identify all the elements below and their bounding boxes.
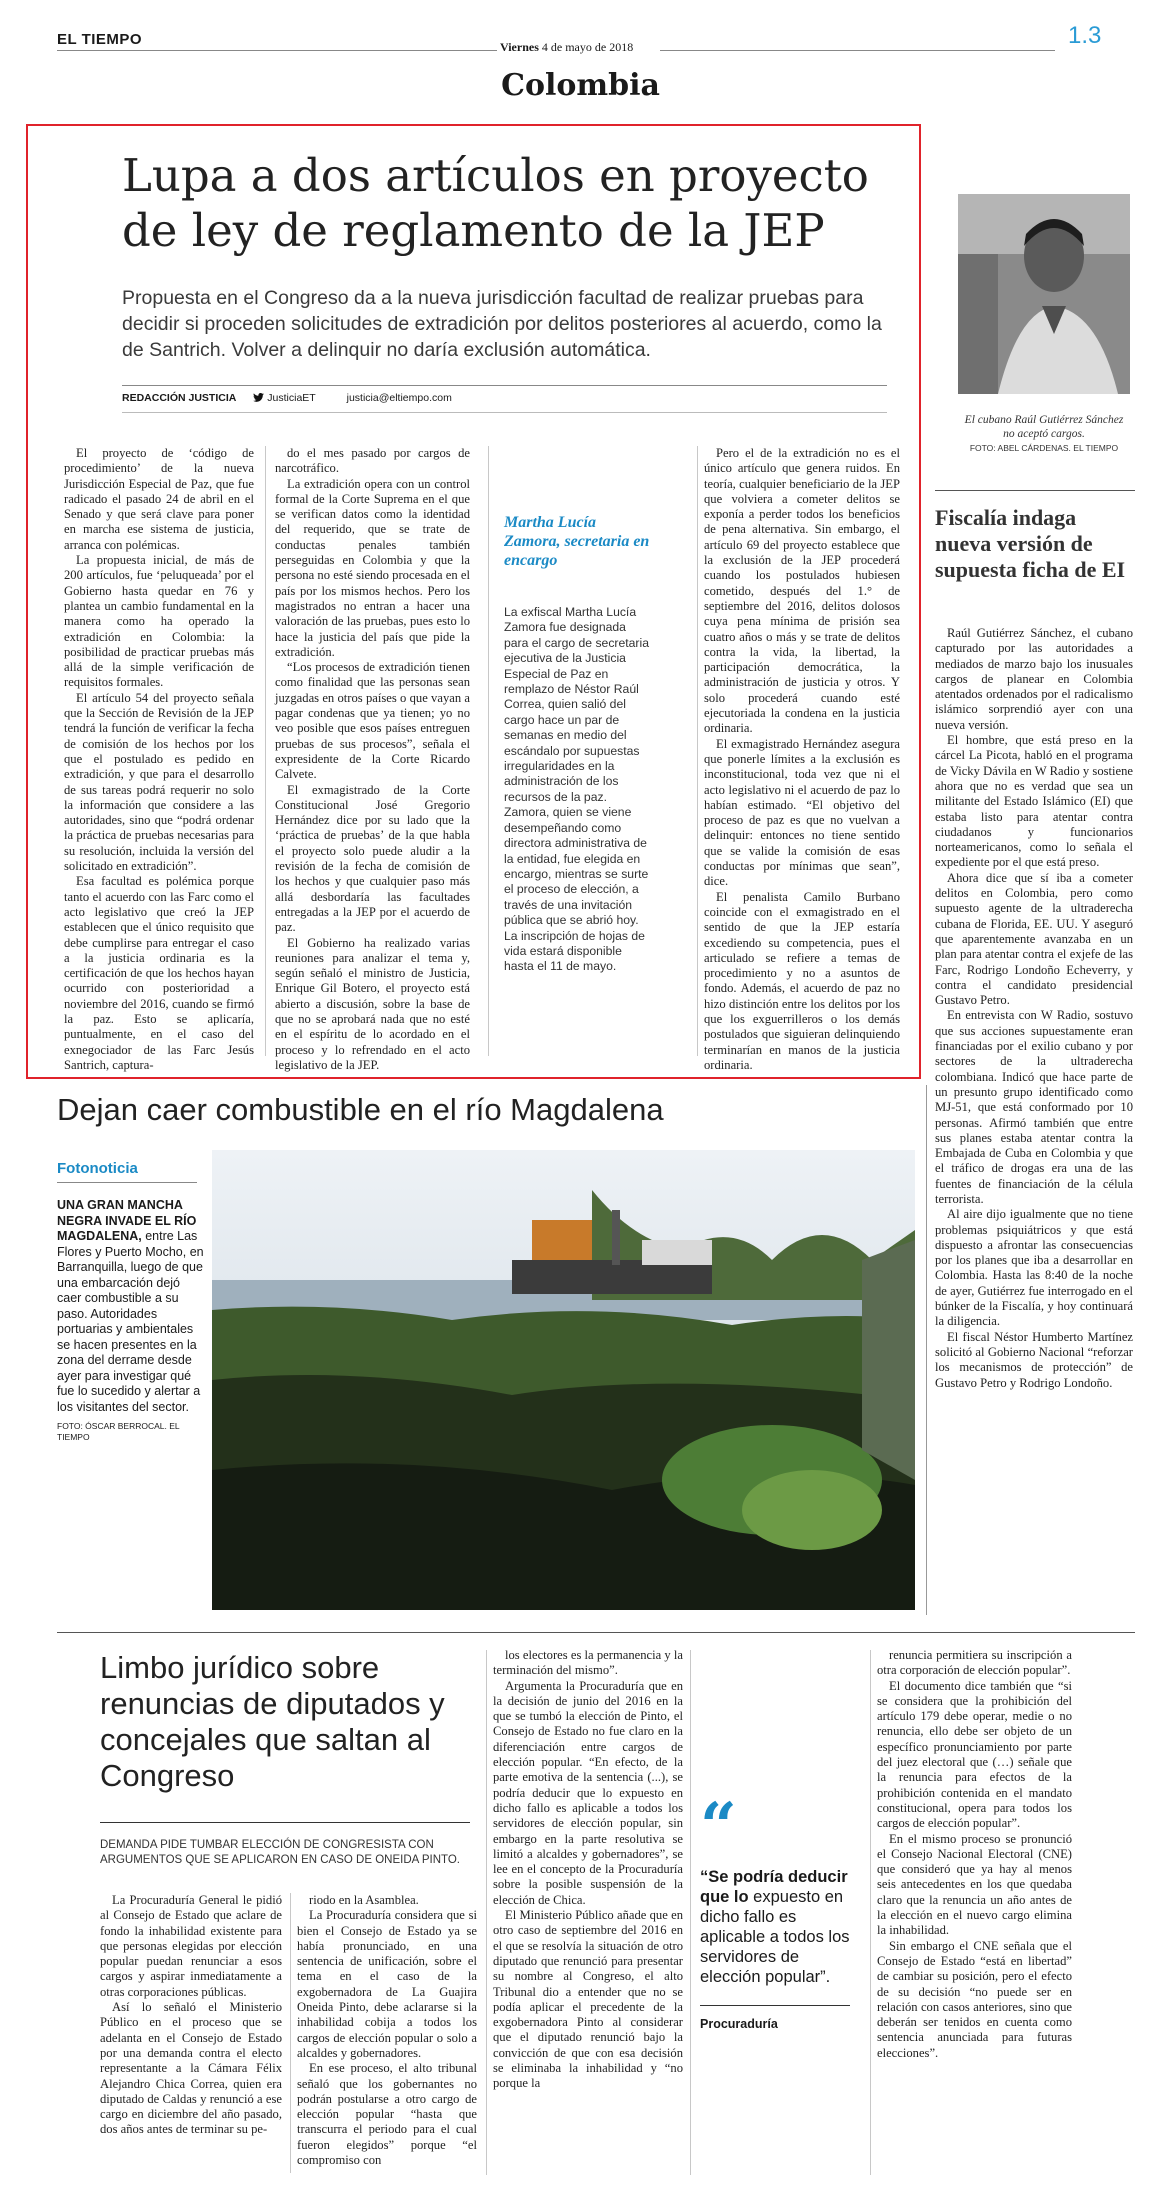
paragraph: El hombre, que está preso en la cárcel La Picota, habló en el programa de Vicky Dávila en W Radio y sostiene ahora que no es verdad que sea un militante del Estado Islámico (EI) que estaba listo para atentar contra ciudadanos y funcionarios norteamericanos, como lo señala el expediente por el que está preso. — [935, 733, 1133, 870]
caption-text: El cubano Raúl Gutiérrez Sánchez no aceptó cargos. — [964, 414, 1124, 440]
main-col-1 — [64, 446, 254, 1073]
paragraph: Ahora dice que sí iba a cometer delitos en Colombia, pero como supuesto agente de la ultraderecha cubana de Florida, EE. UU. Y aseguró que aparentemente avanzaba en un plan para atentar contra el exjefe de las Farc, Rodrigo Londoño Echeverry, y contra el candidato presidencial Gustavo Petro. — [935, 870, 1133, 1008]
col-divider — [697, 446, 698, 1056]
quote-rule — [700, 2005, 850, 2006]
paragraph: El artículo 54 del proyecto señala que la Sección de Revisión de la JEP tendrá la función de verificar la fecha de comisión de los hechos por los que el postulado es pedido en extradición, y que para el desarrollo de sus tareas podrá requerir no solo la información que considere a las autoridades, sino que “podrá ordenar la práctica de pruebas necesarias para su resolución, incluida la versión del solicitado en extradición”. — [64, 690, 254, 874]
fotonoticia-label: Fotonoticia — [57, 1160, 138, 1177]
photo-story-headline: Dejan caer combustible en el río Magdalena — [57, 1092, 664, 1127]
section-rule — [57, 1632, 1135, 1633]
paragraph: El documento dice también que “si se considera que la prohibición del artículo 179 debe operar, medie o no renuncia, ello debe ser objeto de un específico pronunciamiento por parte del juez electoral que (…) señale que la renuncia para efectos de la prohibición contenida en el mandato constitucional, opera para todos los cargos de elección popular”. — [877, 1678, 1072, 1831]
paragraph: Sin embargo el CNE señala que el Consejo de Estado “está en libertad” de cambiar su posición, pero el efecto de su decisión “no puede ser en relación con casos anteriores, sino que deberán ser tenidos en cuenta como sentencia anunciada para futuras elecciones”. — [877, 1938, 1072, 2060]
paragraph: La Procuraduría General le pidió al Consejo de Estado que aclare de fondo la inhabilidad existente para que personas elegidas por elección popular puedan renunciar a esos cargos y aspirar inmediatamente a otras corporaciones públicas. — [100, 1893, 282, 1999]
col-divider — [870, 1650, 871, 2175]
paragraph: En ese proceso, el alto tribunal señaló que los gobernantes no podrán postularse a otro cargo de elección popular “hasta que transcurra el periodo para el cual fueron elegidos” porque “el compromiso con — [297, 2061, 477, 2168]
header-rule-right — [660, 50, 1055, 51]
issue-date — [500, 40, 633, 55]
pull-quote-source: Procuraduría — [700, 2017, 778, 2031]
paragraph: do el mes pasado por cargos de narcotráfico. — [275, 446, 470, 476]
twitter-icon — [253, 393, 264, 402]
photo-story-caption — [57, 1198, 205, 1443]
side-headline: Fiscalía indaga nueva versión de supuesta ficha de EI — [935, 505, 1126, 582]
suspect-photo — [958, 194, 1130, 394]
caption-lead: UNA GRAN MANCHA NEGRA INVADE EL RÍO MAGDALENA, — [57, 1198, 197, 1243]
newspaper-brand: EL TIEMPO — [57, 31, 143, 48]
paragraph: El exmagistrado Hernández asegura que ponerle límites a la exclusión es inconstitucional, toda vez que ni el acto legislativo ni el acuerdo de paz lo habían estimado. “El objetivo del proceso de paz es que no vuelvan a delinquir: entonces no tiene sentido que se valide la comisión de esas conductas por mínimas que sean”, dice. — [704, 736, 900, 889]
photo-caption — [960, 413, 1128, 455]
paragraph: El fiscal Néstor Humberto Martínez solicitó al Gobierno Nacional “reforzar los mecanismos de protección” de Gustavo Petro y Rodrigo Londoño. — [935, 1329, 1133, 1390]
main-col-2 — [275, 446, 470, 1073]
main-headline: Lupa a dos artículos en proyecto de ley de reglamento de la JEP — [122, 149, 869, 257]
box-title: Martha Lucía Zamora, secretaria en encargo — [504, 514, 650, 569]
pull-quote-rest: expuesto en dicho fallo es aplicable a todos los servidores de elección popular”. — [700, 1888, 850, 1986]
photo-credit: FOTO: ÓSCAR BERROCAL. EL TIEMPO — [57, 1421, 180, 1442]
bottom-col-5 — [877, 1648, 1072, 2061]
paragraph: Esa facultad es polémica porque tanto el acuerdo con las Farc como el acto legislativo que creó la JEP establecen que el único requisito que debe cumplirse para entregar el caso a la justicia ordinaria es la certificación de que los hechos hayan ocurrido con posterioridad a noviembre del 2016, cuando se firmó la paz. Esto se aplicaría, puntualmente, en el caso del exnegociador de las Farc Jesús Santrich, captura- — [64, 874, 254, 1072]
col-divider — [690, 1650, 691, 2175]
bottom-col-1 — [100, 1893, 282, 2138]
paragraph: “Los procesos de extradición tienen como finalidad que las personas sean juzgadas en otros países o que vayan a pagar condenas que ya tienen; yo no veo posible que esos países entreguen pruebas de sus procesos”, señala el expresidente de la Corte Ricardo Calvete. — [275, 660, 470, 782]
deck-rule — [122, 385, 887, 386]
paragraph: Así lo señaló el Ministerio Público en el proceso que se adelanta en el Consejo de Estado por una demanda contra el electo representante a la Cámara Félix Alejandro Chica Correa, quien era diputado de Caldas y renunció a ese cargo en diciembre del año pasado, dos años antes de terminar su pe- — [100, 2000, 282, 2137]
main-deck: Propuesta en el Congreso da a la nueva jurisdicción facultad de realizar pruebas para decidir si proceden solicitudes de extradición por delitos posteriores al acuerdo, como la de Santrich. Volver a delinquir no daría exclusión automática. — [122, 287, 882, 361]
bottom-col-2 — [297, 1893, 477, 2168]
paragraph: Pero el de la extradición no es el único artículo que genera ruidos. En teoría, cualquier beneficiario de la JEP que volviera a cometer delitos se exponía a perder todos los beneficios de pena alternativa. Sin embargo, el artículo 69 del proyecto establece que la exclusión de la JEP procederá cuando los postulados hubiesen cometido, después del 1.° de septiembre del 2016, delitos dolosos cuya pena mínima de prisión sea cuatro años o más y se trate de delitos contra la vida, la libertad, la participación democrática, la administración de justicia y otros. Y solo procederá cuando esté ejecutoriada la condena en la justicia ordinaria. — [704, 446, 900, 736]
twitter-handle-text: JusticiaET — [267, 392, 316, 404]
col-divider — [265, 446, 266, 1056]
date-rest: 4 de mayo de 2018 — [538, 40, 634, 54]
pull-quote-lead: “Se podría deducir que lo — [700, 1868, 848, 1906]
paragraph: renuncia permitiera su inscripción a otra corporación de elección popular”. — [877, 1648, 1072, 1678]
col-divider — [488, 446, 489, 1056]
email-link[interactable]: justicia@eltiempo.com — [346, 392, 452, 404]
col-divider — [290, 1893, 291, 2173]
paragraph: La exfiscal Martha Lucía Zamora fue designada para el cargo de secretaria ejecutiva de la Justicia Especial de Paz en remplazo de Néstor Raúl Correa, quien salió del cargo hace un par de semanas en medio del escándalo por supuestas irregularidades en la administración de los recursos de la paz. — [504, 605, 649, 804]
side-body — [935, 626, 1133, 1391]
deck-rule — [100, 1822, 470, 1823]
paragraph: El exmagistrado de la Corte Constitucional José Gregorio Hernández dice por su lado que la ‘práctica de pruebas’ de la que habla el proyecto solo puede aludir a la revisión de la fecha de comisión de los hechos y que cualquier paso más allá desbordaría las facultades entregadas a la JEP por el acuerdo de paz. — [275, 782, 470, 935]
bottom-deck: DEMANDA PIDE TUMBAR ELECCIÓN DE CONGRESISTA CON ARGUMENTOS QUE SE APLICARON EN CASO DE ONEIDA PINTO. — [100, 1839, 460, 1866]
byline: REDACCIÓN JUSTICIA — [122, 392, 237, 404]
paragraph: riodo en la Asamblea. — [309, 1893, 419, 1907]
caption-text: entre Las Flores y Puerto Mocho, en Barranquilla, luego de que una embarcación dejó caer combustible a su paso. Autoridades portuarias y ambientales se hacen presentes en la zona del derrame desde ayer para investigar qué fue lo sucedido y alertar a los visitantes del sector. — [57, 1229, 204, 1414]
paragraph: El penalista Camilo Burbano coincide con el exmagistrado en el sentido de que la JEP estaría excediendo su competencia, pues el articulado se refiere a temas de procedimiento y no a asuntos de fondo. Además, el acuerdo de paz no hizo distinción entre los delitos por los que los exguerrilleros o los demás postulados que siguieran delinquiendo terminarían en manos de la justicia ordinaria. — [704, 889, 900, 1072]
paragraph: La inscripción de hojas de vida estará disponible hasta el 11 de mayo. — [504, 928, 645, 974]
main-col-4 — [704, 446, 900, 1073]
paragraph: El Ministerio Público añade que en otro caso de septiembre del 2016 en el que se resolvía la situación de otro diputado que renunció para presentar su nombre al Congreso, el alto Tribunal dio a entender que no se podía aplicar el precedente de la exgobernadora Pinto al considerar que el diputado renunció bajo la convicción de que con esa decisión se eliminaba la inhabilidad y “no porque la — [493, 1908, 683, 2091]
paragraph: Argumenta la Procuraduría que en la decisión de junio del 2016 en la que se tumbó la elección de Pinto, el Consejo de Estado no fue claro en la diferenciación entre cargos de elección popular. “En efecto, de la parte emotiva de la sentencia (...), se podría deducir que lo expuesto en dicho fallo es aplicable a todos los servidores de elección popular, sin embargo en la parte resolutiva se limitó a alcaldes y gobernadores”, se lee en el concepto de la Procuraduría sobre la posible suspensión de la elección de Chica. — [493, 1678, 683, 1907]
paragraph: El Gobierno ha realizado varias reuniones para analizar el tema y, según señaló el ministro de Justicia, Enrique Gil Botero, el proyecto está abierto a discusión, sobre la base de que no se aprobará nada que no esté en el espíritu de lo acordado en el proceso y lo refrendado en el acto legislativo de la JEP. — [275, 935, 470, 1072]
col-divider — [486, 1650, 487, 2175]
paragraph: La propuesta inicial, de más de 200 artículos, fue ‘peluqueada’ por el Gobierno hasta quedar en 76 y plantea un cambio fundamental en la manera como ha operado la extradición en Colombia: la posibilidad de practicar pruebas más allá de la simple verificación de requisitos formales. — [64, 553, 254, 690]
bottom-col-3 — [493, 1648, 683, 2092]
paragraph: Raúl Gutiérrez Sánchez, el cubano capturado por las autoridades a mediados de marzo bajo los inusuales cargos de planear en Colombia atentados ordenados por el radicalismo islámico sorprendió ayer con una nueva versión. — [935, 626, 1133, 732]
byline-rule — [122, 412, 887, 413]
paragraph: En el mismo proceso se pronunció el Consejo Nacional Electoral (CNE) que consideró que ya hay al menos seis antecedentes en los que quedaba claro que la renuncia un año antes de la elección en el nuevo cargo elimina la inhabilidad. — [877, 1831, 1072, 1938]
paragraph: La extradición opera con un control formal de la Corte Suprema en el que se verifican datos como la identidad del requerido, que se trate de conductas penales también perseguidas en Colombia y que la persona no esté siendo procesada en el país por los mismos hechos. Pero los magistrados no entran a hacer una valoración de las pruebas, pues esto lo hace la justicia del país que pide la extradición. — [275, 476, 470, 659]
river-photo — [212, 1150, 915, 1610]
quote-mark-icon: “ — [700, 1789, 737, 1864]
side-rule — [935, 490, 1135, 491]
paragraph: El proyecto de ‘código de procedimiento’ de la nueva Jurisdicción Especial de Paz, que fue radicado el pasado 24 de abril en el Senado y que será clave para poner en marcha ese sistema de justicia, arranca con polémicas. — [64, 446, 254, 552]
page-number: 1.3 — [1068, 22, 1102, 49]
paragraph: los electores es la permanencia y la terminación del mismo”. — [493, 1648, 683, 1678]
pull-quote — [700, 1867, 850, 1987]
twitter-handle[interactable] — [253, 392, 329, 404]
date-day: Viernes — [500, 40, 539, 54]
side-divider — [926, 1085, 927, 1615]
paragraph: Al aire dijo igualmente que no tiene problemas psiquiátricos y que está dispuesto a afrontar las consecuencias por los planes que iba a desarrollar en Colombia. Hasta las 8:40 de la noche de ayer, Gutiérrez fue interrogado en el búnker de la Fiscalía, y hoy continuará la diligencia. — [935, 1207, 1133, 1329]
byline-row — [122, 392, 887, 404]
section-title: Colombia — [501, 68, 660, 103]
header-rule-left — [57, 50, 497, 51]
paragraph: En entrevista con W Radio, sostuvo que sus acciones supuestamente eran financiadas por el exilio cubano y por sectores de la ultraderecha colombiana. Indicó que hace parte de un presunto grupo identificado como MJ-51, que está conformado por 10 personas. Afirmó también que entre sus planes estaba atentar contra la Embajada de Cuba en Colombia y que el tráfico de drogas era una de las fuentes de financiación de la célula terrorista. — [935, 1008, 1133, 1206]
box-body — [504, 605, 652, 975]
paragraph: La Procuraduría considera que si bien el Consejo de Estado ya se había pronunciado, en una sentencia de unificación, sobre el tema en el caso de la exgobernadora de La Guajira Oneida Pinto, debe aclararse si la inhabilidad cobija a todos los cargos de elección popular o solo a alcaldes y gobernadores. — [297, 1908, 477, 2060]
bottom-headline: Limbo jurídico sobre renuncias de diputados y concejales que saltan al Congreso — [100, 1650, 445, 1793]
caption-credit: FOTO: ABEL CÁRDENAS. EL TIEMPO — [969, 443, 1119, 453]
label-rule — [57, 1182, 197, 1183]
paragraph: Zamora, quien se viene desempeñando como directora administrativa de la entidad, fue elegida en encargo, mientras se surte el proceso de elección, a través de una invitación pública que se abrió hoy. — [504, 805, 649, 928]
